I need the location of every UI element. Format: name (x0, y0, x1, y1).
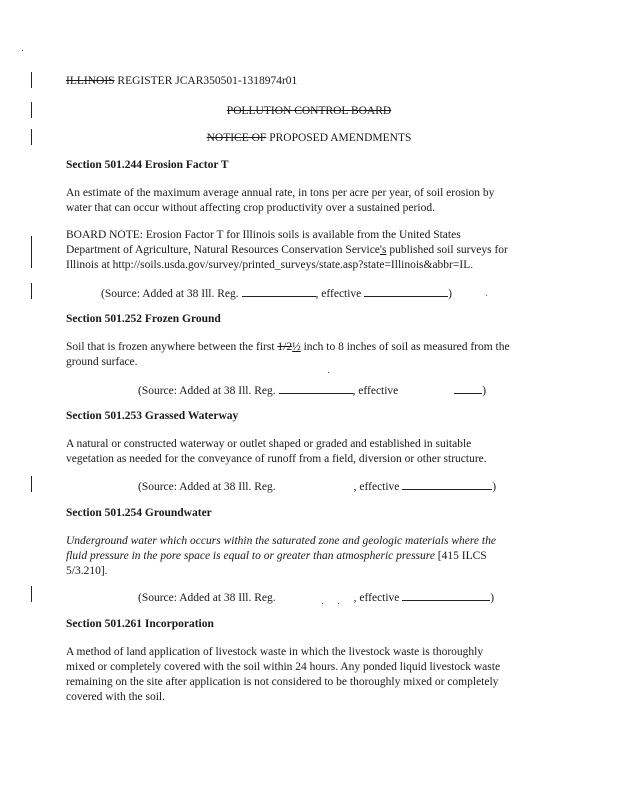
board-note-url: Illinois at http://soils.usda.gov/survey/printed_surveys/state.asp?state=Illinois&abbr=IL. (66, 259, 474, 271)
reg-blank (276, 590, 354, 601)
reg-blank (276, 479, 354, 490)
definition-text (66, 550, 487, 562)
revision-bar (31, 72, 32, 88)
scan-speck (328, 372, 329, 373)
section-heading: Section 501.253 Grassed Waterway (66, 410, 239, 422)
revision-bar (31, 476, 32, 492)
board-note-text (66, 244, 508, 256)
source-prefix: (Source: Added at 38 Ill. Reg. (138, 481, 276, 493)
effective-blank (454, 383, 482, 394)
revision-bar (31, 236, 32, 268)
register-text: REGISTER JCAR350501-1318974r01 (114, 75, 298, 87)
definition-text: A natural or constructed waterway or outlet shaped or graded and established in suitable (66, 438, 472, 450)
inserted-fraction: ½ (292, 341, 301, 353)
source-prefix: (Source: Added at 38 Ill. Reg. (138, 592, 276, 604)
definition-text: covered with the soil. (66, 691, 166, 703)
revision-bar (31, 586, 32, 602)
source-suffix: ) (448, 288, 453, 300)
definition-text: 5/3.210]. (66, 565, 108, 577)
source-prefix: (Source: Added at 38 Ill. Reg. (101, 288, 242, 300)
reg-blank (279, 383, 353, 394)
definition-text: vegetation as needed for the conveyance of runoff from a field, diversion or other structure. (66, 453, 487, 465)
notice-title (0, 132, 618, 144)
scan-speck (486, 295, 487, 296)
definition-text: ground surface. (66, 356, 138, 368)
notice-text: PROPOSED AMENDMENTS (266, 132, 412, 144)
definition-text: An estimate of the maximum average annual rate, in tons per acre per year, of soil erosion by (66, 187, 495, 199)
definition-segment: inch to 8 inches of soil as measured from the (300, 341, 510, 353)
statutory-text: fluid pressure in the pore space is equal to or greater than atmospheric pressure (66, 550, 435, 562)
board-note-segment: published soil surveys for (386, 244, 508, 256)
register-line (66, 75, 297, 87)
source-note (138, 479, 496, 493)
definition-segment: Soil that is frozen anywhere between the first (66, 341, 278, 353)
board-note-text: BOARD NOTE: Erosion Factor T for Illinois soils is available from the United States (66, 229, 461, 241)
scan-speck (338, 603, 339, 604)
source-mid: , effective (353, 592, 403, 604)
source-mid: , effective (315, 288, 365, 300)
source-mid: , effective (353, 481, 403, 493)
scan-speck (22, 50, 23, 51)
definition-text: A method of land application of livestock waste in which the livestock waste is thoroughly (66, 646, 484, 658)
source-note (138, 383, 486, 397)
definition-text: remaining on the site after application is not considered to be thoroughly mixed or completely (66, 676, 499, 688)
effective-blank (402, 479, 492, 490)
section-heading: Section 501.261 Incorporation (66, 618, 214, 630)
section-heading: Section 501.244 Erosion Factor T (66, 159, 229, 171)
source-prefix: (Source: Added at 38 Ill. Reg. (138, 385, 279, 397)
reg-blank (242, 286, 316, 297)
source-note (101, 286, 452, 300)
section-heading: Section 501.254 Groundwater (66, 507, 212, 519)
notice-struck-text: NOTICE OF (206, 132, 267, 144)
board-note-inserted: 's (379, 244, 387, 256)
definition-text: mixed or completely covered with the soil within 24 hours. Any ponded liquid livestock waste (66, 661, 501, 673)
scan-speck (322, 603, 323, 604)
source-note (138, 590, 494, 604)
revision-bar (31, 283, 32, 299)
deleted-fraction: 1/2 (277, 341, 293, 353)
source-suffix: ) (482, 385, 487, 397)
board-name-text: POLLUTION CONTROL BOARD (226, 105, 392, 117)
source-mid: , effective (352, 385, 399, 397)
source-suffix: ) (492, 481, 497, 493)
effective-blank (402, 590, 490, 601)
source-suffix: ) (490, 592, 495, 604)
register-struck-text: ILLINOIS (66, 75, 115, 87)
effective-blank (364, 286, 448, 297)
definition-text: water that can occur without affecting crop productivity over a sustained period. (66, 202, 435, 214)
definition-text (66, 341, 510, 353)
board-name (0, 105, 618, 117)
statute-citation: [415 ILCS (434, 550, 487, 562)
section-heading: Section 501.252 Frozen Ground (66, 313, 221, 325)
definition-text: Underground water which occurs within the saturated zone and geologic materials where the (66, 535, 496, 547)
board-note-segment: Department of Agriculture, Natural Resources Conservation Service (66, 244, 380, 256)
